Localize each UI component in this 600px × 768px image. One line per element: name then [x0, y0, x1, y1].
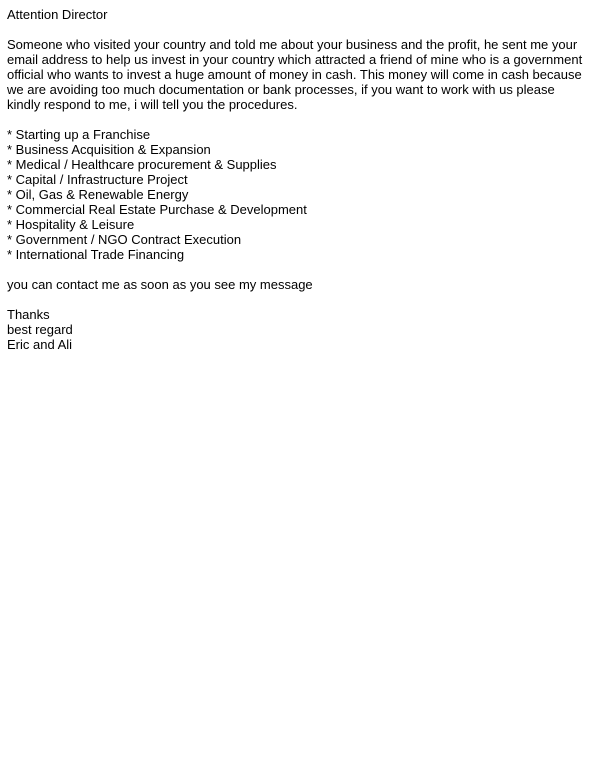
list-item: * Government / NGO Contract Execution	[7, 232, 242, 247]
list-item: * Oil, Gas & Renewable Energy	[7, 187, 189, 202]
email-message-body	[7, 7, 587, 352]
list-item: * Starting up a Franchise	[7, 127, 151, 142]
signature-block	[7, 307, 587, 352]
paragraph-gap	[7, 22, 587, 37]
paragraph-gap	[7, 112, 587, 127]
sender-names: Eric and Ali	[7, 337, 73, 352]
list-item: * International Trade Financing	[7, 247, 185, 262]
closing-thanks: Thanks	[7, 307, 50, 322]
closing-regards: best regard	[7, 322, 73, 337]
list-item: * Commercial Real Estate Purchase & Development	[7, 202, 307, 217]
greeting: Attention Director	[7, 7, 108, 22]
list-item: * Hospitality & Leisure	[7, 217, 135, 232]
list-item: * Capital / Infrastructure Project	[7, 172, 188, 187]
paragraph-gap	[7, 292, 587, 307]
paragraph-gap	[7, 262, 587, 277]
contact-line: you can contact me as soon as you see my message	[7, 277, 313, 292]
body-paragraph: Someone who visited your country and told me about your business and the profit, he sent me your email address to help us invest in your country which attracted a friend of mine who is a government official who wants to invest a huge amount of money in cash. This money will come in cash because we are avoiding too much documentation or bank processes, if you want to work with us please kindly respond to me, i will tell you the procedures.	[7, 37, 583, 112]
service-list	[7, 127, 587, 262]
list-item: * Medical / Healthcare procurement & Supplies	[7, 157, 277, 172]
list-item: * Business Acquisition & Expansion	[7, 142, 211, 157]
